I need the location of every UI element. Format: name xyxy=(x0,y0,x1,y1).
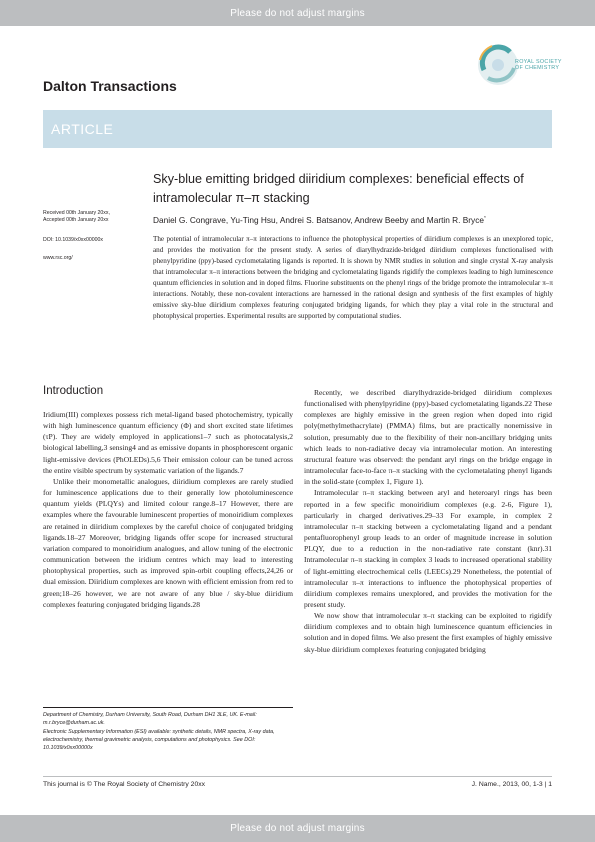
corresponding-mark: * xyxy=(483,215,486,222)
received-date: Received 00th January 20xx, xyxy=(43,210,110,216)
paragraph: Iridium(III) complexes possess rich metal-ligand based photochemistry, typically with high luminescence quantum efficiency (Φ) and short excited state lifetimes (τP). They are widely employed in applications1–7 such as photocatalysis,2 biological labelling,3 sensing4 and as emissive dopants in phosphorescent organic light-emissive devices (PhOLEDs).5,6 Their emission colour can be tuned across the entire visible spectrum by systematic variation of the ligands.7 xyxy=(43,410,293,475)
footnote-affiliation: Department of Chemistry, Durham University, South Road, Durham DH1 3LE, UK. E-mail: m.r.bryce@durham.ac.uk. xyxy=(43,712,257,726)
section-heading-introduction: Introduction xyxy=(43,385,104,397)
bottom-margin-banner: Please do not adjust margins xyxy=(0,815,595,842)
doi-label: DOI: 10.1039/x0xx00000x xyxy=(43,237,103,243)
rsc-logo-text xyxy=(515,59,562,71)
site-link[interactable]: www.rsc.org/ xyxy=(43,255,73,261)
paragraph: Unlike their monometallic analogues, diiridium complexes are rarely studied for luminescence applications due to their generally low photoluminescence quantum yields (PLQYs) and limited colour range.8–17 However, there are examples where the favourable luminescent properties of monoiridium complexes are retained in diiridium complexes by the careful choice of conjugated bridging ligands.18–27 Moreover, bridging ligands offer scope for increased structural variation compared to monoiridium analogues, and allow tuning of the electronic communication between the iridium centres which may lead to interesting photophysical properties, such as improved spin-orbit coupling effects,24,26 or dual emission. Diiridium complexes are known with efficient emission from red to green;18–26 however, we are not aware of any blue / sky-blue diiridium complexes featuring conjugated bridging ligands.28 xyxy=(43,476,293,609)
journal-name: Dalton Transactions xyxy=(43,78,177,94)
paragraph: Intramolecular π–π stacking between aryl and heteroaryl rings has been reported in a few specific monoiridium complexes (e.g. 2-6, Figure 1), particularly in charged derivatives.29–33 For example, in complex 2 intramolecular π–π stacking between a cyclometalating ligand and a pendant pentafluorophenyl group leads to an order of magnitude increase in solution PLQY, due to a reduction in the non-radiative rate constant (knr).31 Intramolecular π–π stacking in complex 3 leads to increased operational stability of light-emitting electrochemical cells (LEECs).29 Nonetheless, the potential of intramolecular π–π interactions to influence the photophysical properties of diiridium complexes remains unexplored, and provides the motivation for the present study. xyxy=(304,488,552,609)
footer-page-info: J. Name., 2013, 00, 1-3 | 1 xyxy=(471,781,552,788)
paragraph: Recently, we described diarylhydrazide-bridged diiridium complexes functionalised with phenylpyridine (ppy)-based cyclometalating ligands.22 These complexes are highly emissive in the green region when doped into rigid poly(methylmethacrylate) (PMMA) films, but are practically nonemissive in solution, presumably due to the flexibility of their non-ancillary bridging units which leads to non-radiative decay via intramolecular motion. An interesting structural feature was observed: the pendant aryl rings on the bridge engage in intramolecular face-to-face π–π stacking with the cyclometalating phenyl ligands in the solid-state (complex 1, Figure 1). xyxy=(304,388,552,487)
article-type-band xyxy=(43,110,552,148)
author-names: Daniel G. Congrave, Yu-Ting Hsu, Andrei S. Batsanov, Andrew Beeby and Martin R. Bryce xyxy=(153,215,484,225)
body-column-right xyxy=(304,387,552,655)
accepted-date: Accepted 00th January 20xx xyxy=(43,217,109,223)
footer-divider xyxy=(43,776,552,777)
logo-line-2: OF CHEMISTRY xyxy=(515,65,560,72)
footnote-esi: Electronic Supplementary Information (ESI) available: synthetic details, NMR spectra, X-ray data, electrochemistry, thermal gravimetric analysis, computations and photophysics. See DOI: 10.1039/x0xx00000x xyxy=(43,729,275,751)
body-column-left xyxy=(43,409,293,610)
top-margin-banner: Please do not adjust margins xyxy=(0,0,595,26)
paragraph: We now show that intramolecular π–π stacking can be exploited to rigidify diiridium complexes and to obtain high luminescence quantum efficiencies in solution and in doped films. We also present the first examples of highly emissive sky-blue diiridium complexes featuring conjugated bridging xyxy=(304,611,552,654)
article-title: Sky-blue emitting bridged diiridium complexes: beneficial effects of intramolecular π–π stacking xyxy=(153,172,524,205)
author-list xyxy=(153,215,486,225)
logo-line-1: ROYAL SOCIETY xyxy=(515,59,562,65)
abstract: The potential of intramolecular π–π interactions to influence the photophysical properties of diiridium complexes is an unexplored topic, and provides the motivation for the present study. A series of diarylhydrazide-bridged diiridium complexes functionalised with phenylpyridine (ppy)-based cyclometalating ligands is reported. It is shown by NMR studies in solution and single crystal X-ray analysis that intramolecular π–π interactions between the bridging and cyclometalating ligands rigidify the complexes leading to high luminescence quantum efficiencies in solution and in doped films. Fluorine substituents on the phenyl rings of the bridge promote the intramolecular π–π interactions. Notably, these non-covalent interactions are harnessed in the rational design and synthesis of the first examples of highly emissive sky-blue diiridium complexes featuring conjugated bridging ligands, for which they play a vital role in the structural and photophysical properties. Experimental results are supported by computational studies. xyxy=(153,235,553,320)
footnote-divider xyxy=(43,707,293,708)
footer-copyright: This journal is © The Royal Society of Chemistry 20xx xyxy=(43,781,206,788)
footnotes xyxy=(43,711,295,753)
article-type-label: ARTICLE xyxy=(51,121,114,137)
